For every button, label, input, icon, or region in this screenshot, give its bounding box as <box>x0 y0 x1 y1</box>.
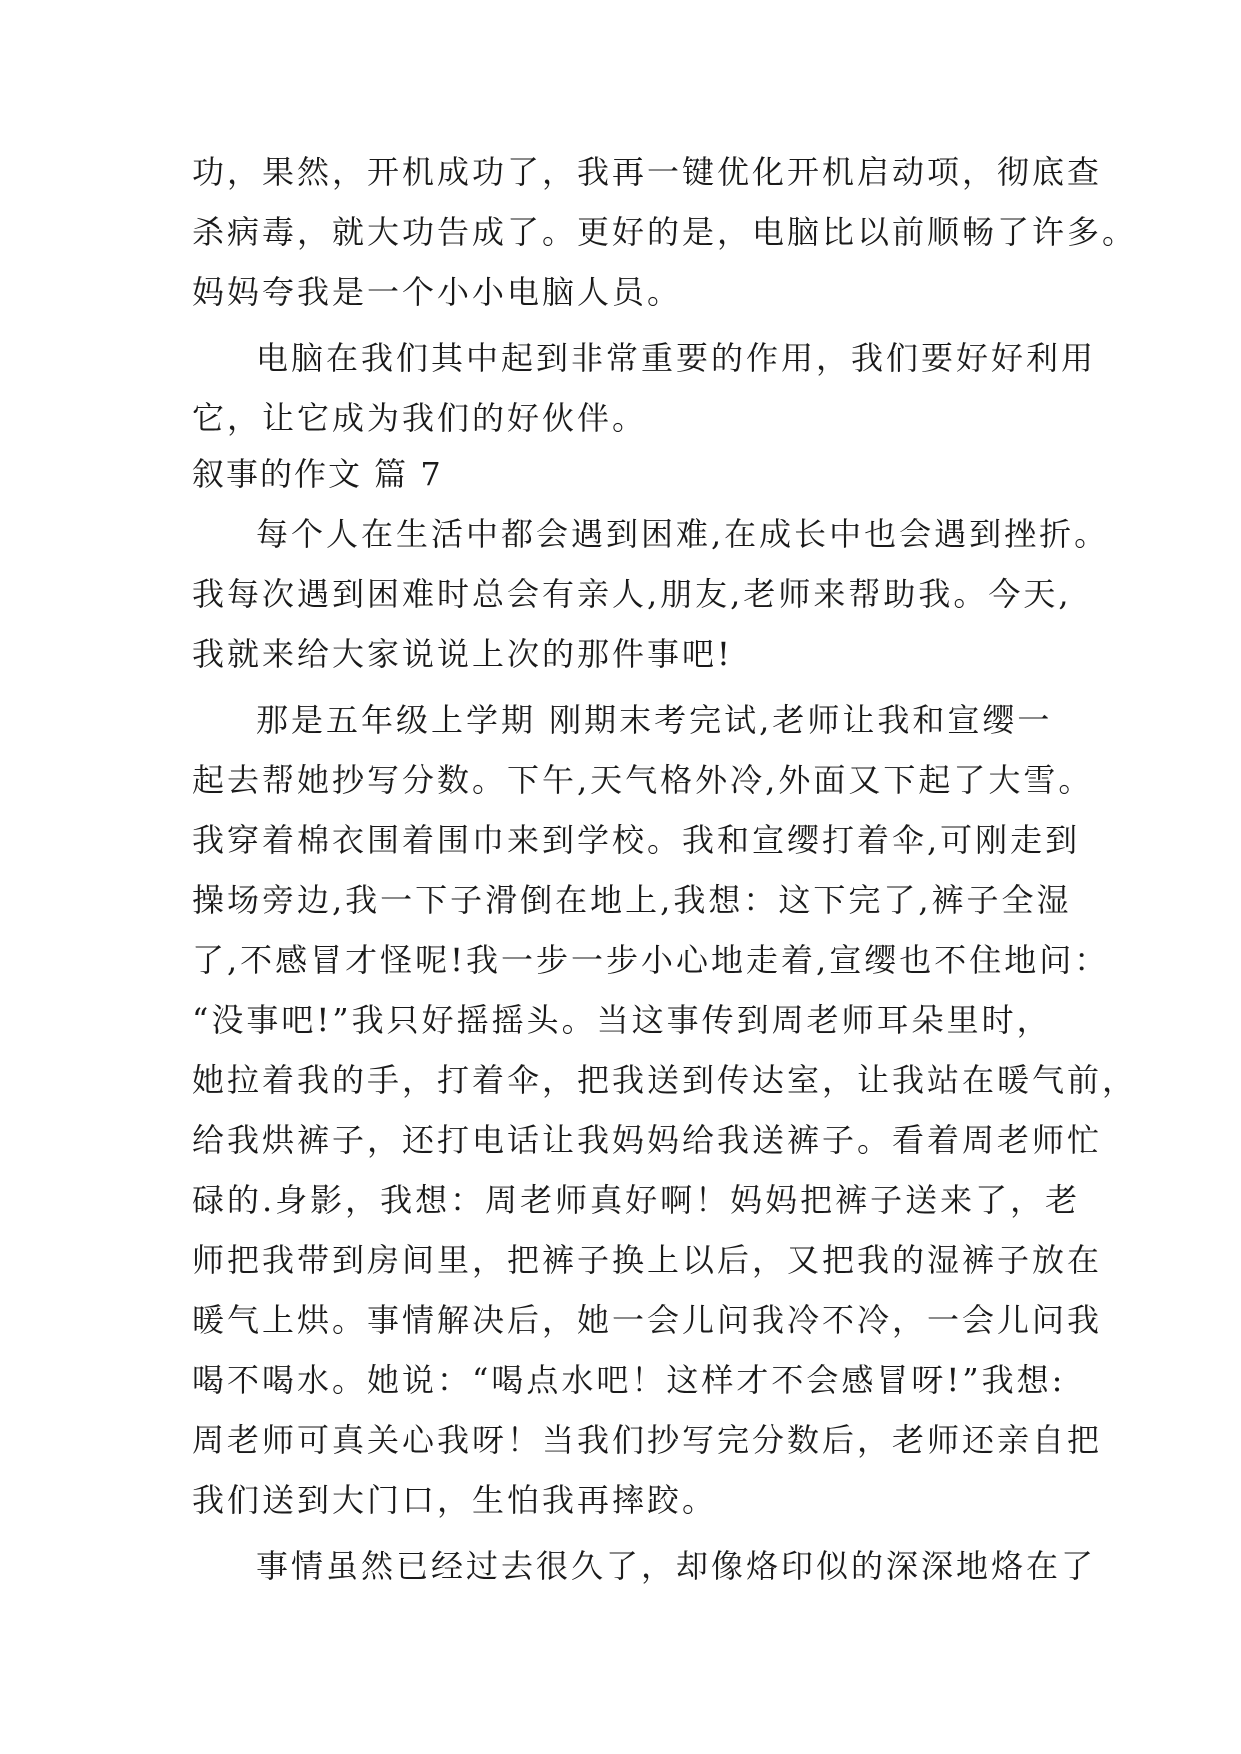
text-line: 我们送到大门口，生怕我再摔跤。 <box>192 1481 718 1519</box>
text-line: 我穿着棉衣围着围巾来到学校。我和宣缨打着伞,可刚走到 <box>192 821 1081 859</box>
text-line: 它，让它成为我们的好伙伴。 <box>192 399 648 437</box>
text-line: 杀病毒，就大功告成了。更好的是，电脑比以前顺畅了许多。 <box>192 213 1138 251</box>
text-line: 碌的.身影，我想：周老师真好啊！妈妈把裤子送来了，老 <box>192 1181 1081 1219</box>
text-line: 起去帮她抄写分数。下午,天气格外冷,外面又下起了大雪。 <box>192 761 1094 799</box>
text-line: 周老师可真关心我呀！当我们抄写完分数后，老师还亲自把 <box>192 1421 1103 1459</box>
text-line: 电脑在我们其中起到非常重要的作用，我们要好好利用 <box>256 339 1097 377</box>
text-line: 暖气上烘。事情解决后，她一会儿问我冷不冷，一会儿问我 <box>192 1301 1103 1339</box>
text-line: 每个人在生活中都会遇到困难,在成长中也会遇到挫折。 <box>256 515 1110 553</box>
text-line: 操场旁边,我一下子滑倒在地上,我想：这下完了,裤子全湿 <box>192 881 1072 919</box>
text-line: 师把我带到房间里，把裤子换上以后，又把我的湿裤子放在 <box>192 1241 1103 1279</box>
text-line: 那是五年级上学期 刚期末考完试,老师让我和宣缨一 <box>256 701 1053 739</box>
section-heading: 叙事的作文 篇 7 <box>192 455 443 493</box>
text-line: 给我烘裤子，还打电话让我妈妈给我送裤子。看着周老师忙 <box>192 1121 1103 1159</box>
text-line: 我每次遇到困难时总会有亲人,朋友,老师来帮助我。今天, <box>192 575 1072 613</box>
text-line: 妈妈夸我是一个小小电脑人员。 <box>192 273 683 311</box>
text-line: 她拉着我的手，打着伞，把我送到传达室，让我站在暖气前， <box>192 1061 1138 1099</box>
text-line: 喝不喝水。她说：“喝点水吧！这样才不会感冒呀!”我想: <box>192 1361 1066 1399</box>
text-line: 事情虽然已经过去很久了，却像烙印似的深深地烙在了 <box>256 1547 1097 1585</box>
text-line: 功，果然，开机成功了，我再一键优化开机启动项，彻底查 <box>192 153 1103 191</box>
text-line: 我就来给大家说说上次的那件事吧! <box>192 635 733 673</box>
text-line: “没事吧!”我只好摇摇头。当这事传到周老师耳朵里时， <box>192 1001 1052 1039</box>
text-line: 了,不感冒才怪呢!我一步一步小心地走着,宣缨也不住地问： <box>192 941 1110 979</box>
